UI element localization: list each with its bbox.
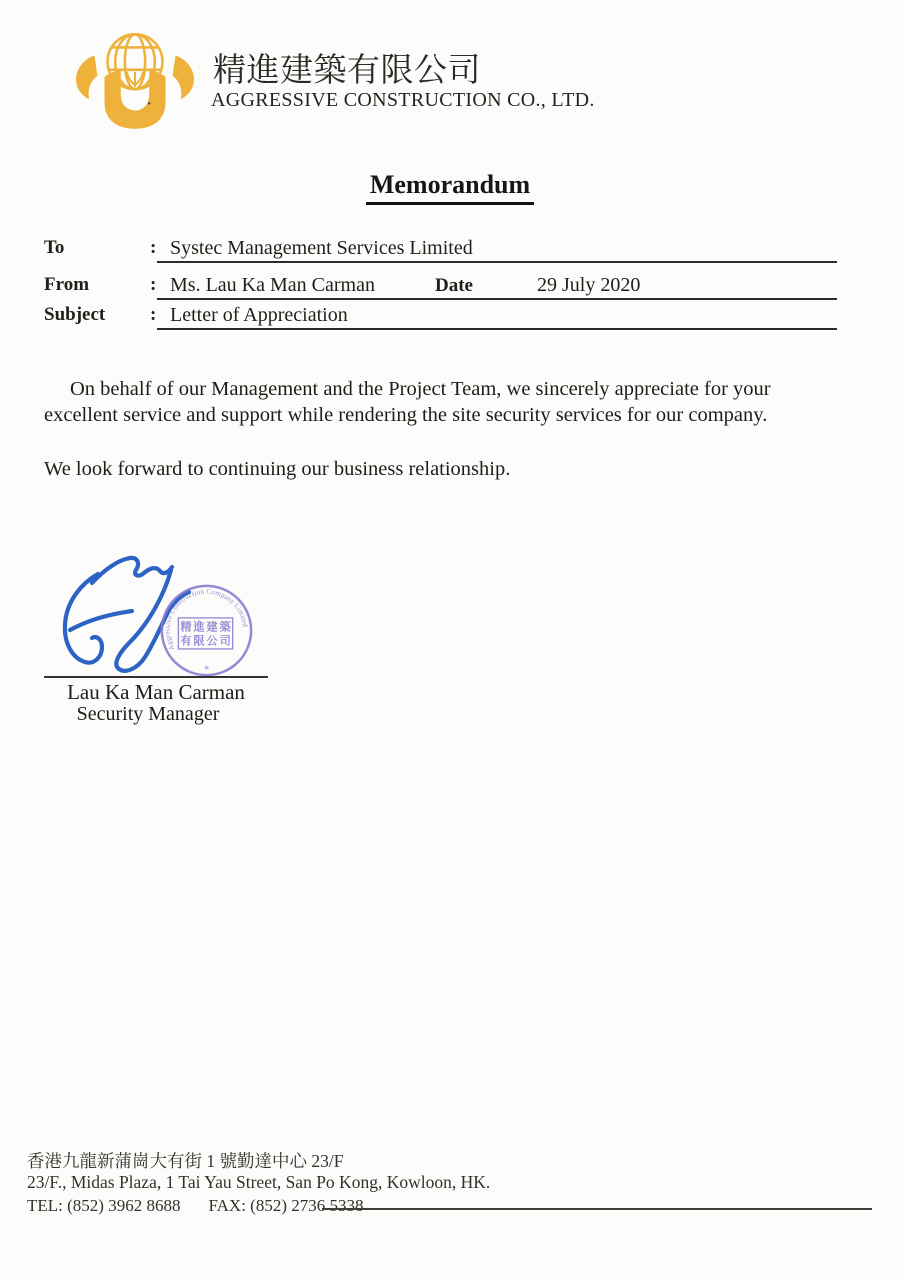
memo-title: Memorandum — [366, 170, 534, 205]
signature-rule — [44, 676, 268, 678]
memo-title-wrap — [330, 170, 570, 205]
footer-rule — [322, 1208, 872, 1210]
body-paragraph-2: We look forward to continuing our business relationship. — [44, 458, 511, 480]
company-stamp — [158, 582, 255, 679]
body-paragraph-1 — [44, 377, 849, 428]
scan-speck — [148, 102, 150, 104]
stamp-bottom-mark: ✳ — [203, 664, 210, 673]
stamp-ring-text: Aggressive Construction Company Limited — [163, 587, 250, 652]
subject-colon: : — [150, 304, 157, 325]
body-paragraph-1-line-1: On behalf of our Management and the Project Team, we sincerely appreciate for your — [70, 378, 771, 400]
to-colon: : — [150, 237, 157, 258]
date-value: 29 July 2020 — [537, 274, 641, 296]
from-label: From — [44, 274, 90, 295]
from-underline — [157, 274, 837, 300]
subject-value: Letter of Appreciation — [170, 304, 348, 326]
to-value: Systec Management Services Limited — [170, 237, 473, 259]
subject-underline — [157, 304, 837, 330]
footer-fax: FAX: (852) 2736 5338 — [208, 1196, 364, 1215]
date-label: Date — [435, 275, 473, 296]
from-colon: : — [150, 274, 157, 295]
company-logo-globe-icon — [74, 30, 196, 134]
footer-tel: TEL: (852) 3962 8688 — [27, 1196, 181, 1215]
footer-address-chinese: 香港九龍新蒲崗大有街 1 號勤達中心 23/F — [27, 1151, 344, 1171]
company-name-english: AGGRESSIVE CONSTRUCTION CO., LTD. — [211, 89, 595, 111]
footer-address-english: 23/F., Midas Plaza, 1 Tai Yau Street, San Po Kong, Kowloon, HK. — [27, 1172, 491, 1192]
company-name-chinese: 精進建築有限公司 — [213, 53, 481, 89]
from-value: Ms. Lau Ka Man Carman — [170, 274, 375, 296]
to-underline — [157, 237, 837, 263]
stamp-center-line-1: 精進建築 — [180, 621, 233, 634]
subject-label: Subject — [44, 304, 106, 325]
body-paragraph-1-line-2: excellent service and support while rendering the site security services for our company. — [44, 403, 768, 426]
signatory-title: Security Manager — [76, 703, 220, 725]
field-row-subject — [0, 304, 905, 330]
field-row-from — [0, 274, 905, 300]
field-row-to — [0, 237, 905, 263]
footer-contact-line — [27, 1196, 364, 1216]
stamp-center-line-2: 有限公司 — [180, 635, 233, 648]
to-label: To — [44, 237, 65, 258]
signatory-name: Lau Ka Man Carman — [67, 680, 245, 704]
